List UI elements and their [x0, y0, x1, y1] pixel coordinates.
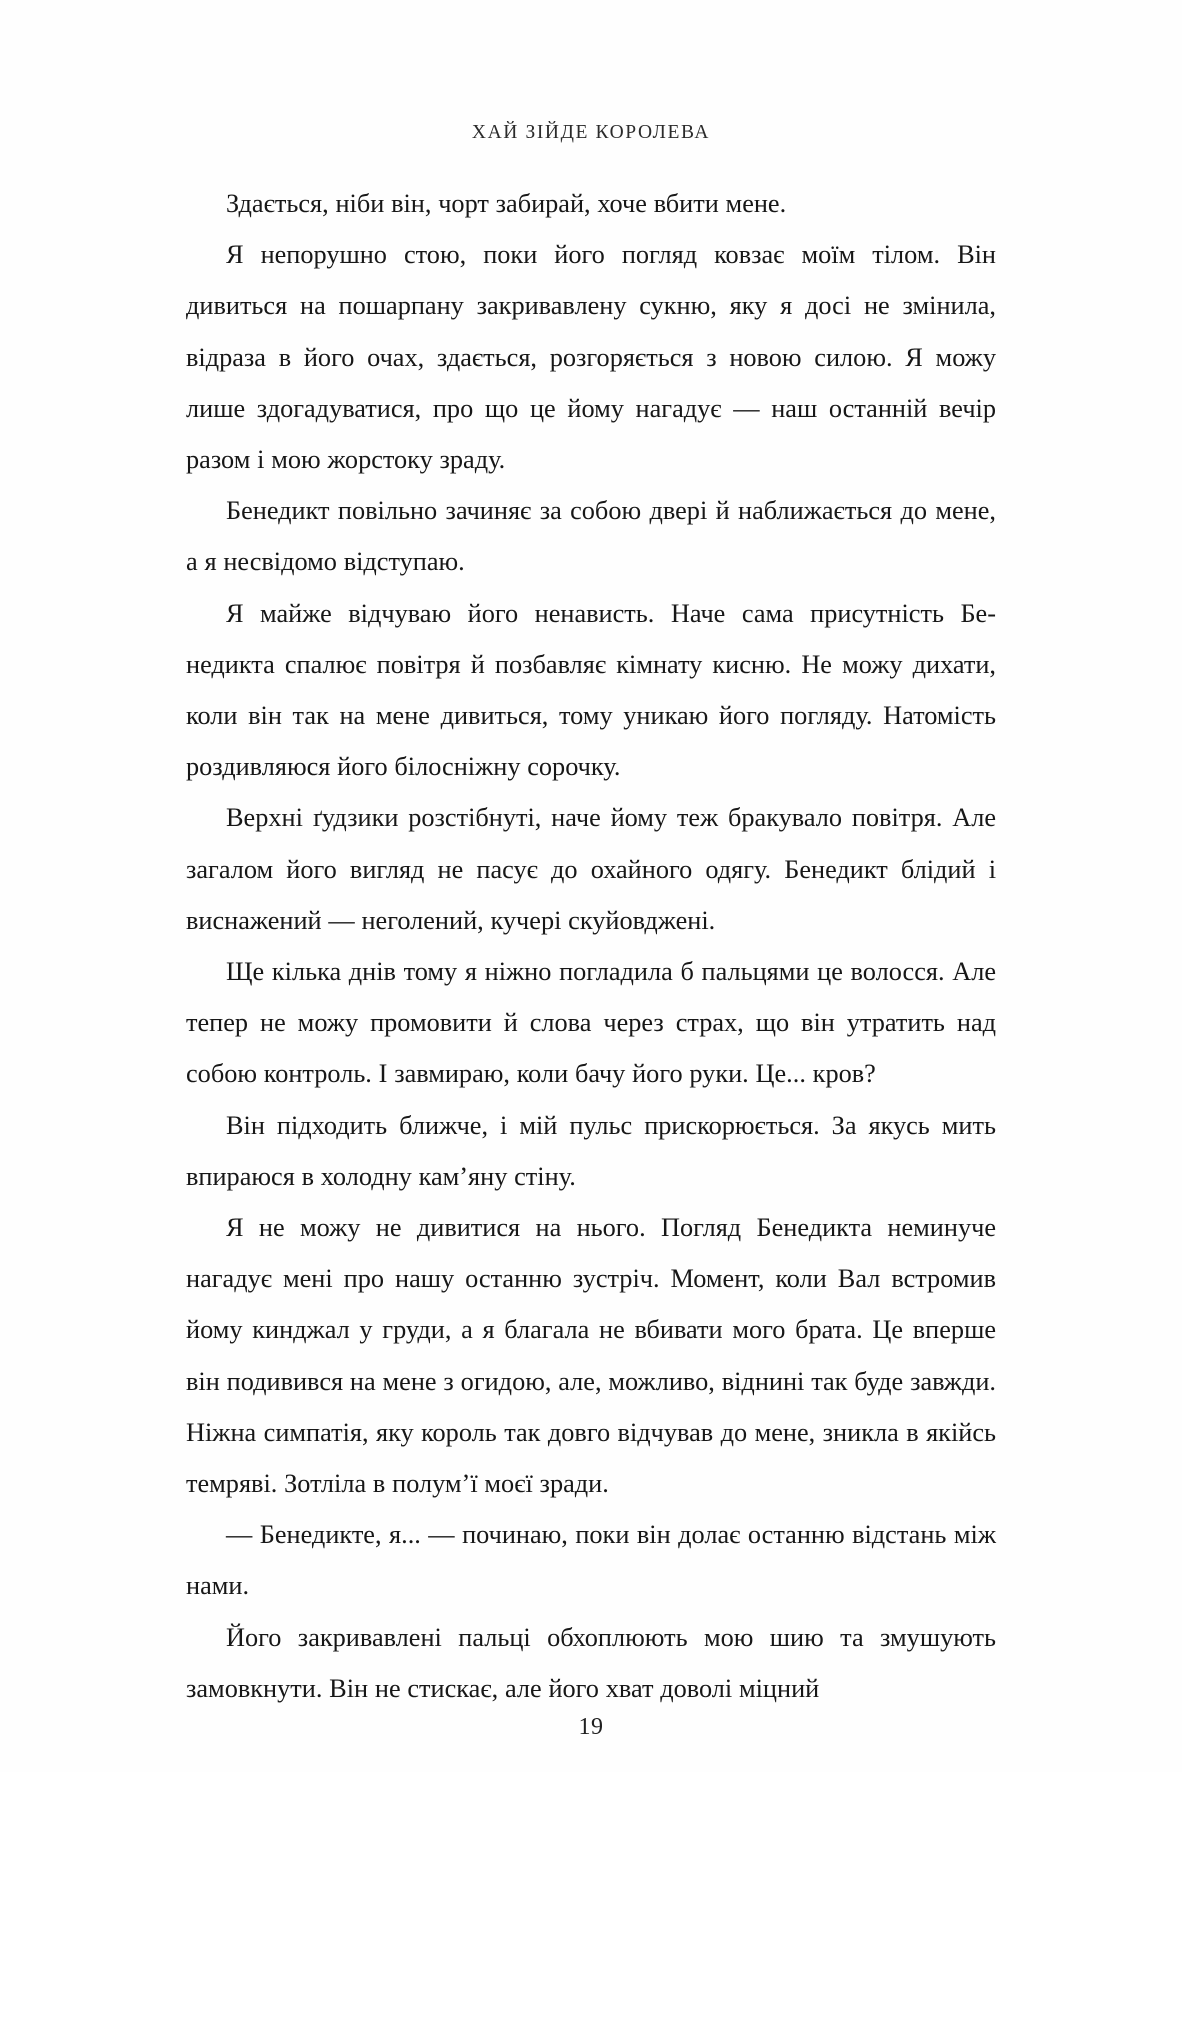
body-text [186, 144, 996, 1714]
paragraph: Я непорушно стою, поки його погляд ковзає моїм тілом. Він дивиться на пошарпану закривавлену сукню, яку я досі не змінила, відраза в його очах, здається, розгоряється з новою силою. Я можу лише здогадуватися, про що це йому нагадує — наш останній вечір разом і мою жорстоку зраду. [186, 240, 996, 475]
paragraph: Бенедикт повільно зачиняє за собою двері й наближається до мене, а я несвідомо відступаю. [186, 496, 996, 577]
paragraph: Ще кілька днів тому я ніжно погладила б пальцями це волосся. Але тепер не можу промовити й слова через страх, що він утратить над собою контроль. І завмираю, коли бачу його руки. Це... кров? [186, 957, 996, 1089]
paragraph: Його закривавлені пальці обхоплюють мою шию та змушують замовкнути. Він не стискає, але його хват доволі міцний [186, 1622, 996, 1703]
paragraph: Я не можу не дивитися на нього. Погляд Бенедикта неминуче нагадує мені про нашу останню зустріч. Момент, коли Вал встромив йому кинджал у груди, а я благала не вбивати мого брата. Це вперше він подивився на мене з огидою, але, можливо, віднині так буде завжди. Ніжна симпатія, яку король так довго відчував до мене, зникла в якійсь темряві. Зотліла в полум’ї моєї зради. [186, 1213, 996, 1499]
paragraph: Здається, ніби він, чорт забирай, хоче вбити мене. [226, 189, 787, 218]
running-head: ХАЙ ЗІЙДЕ КОРОЛЕВА [471, 122, 711, 143]
paragraph: Верхні ґудзики розстібнуті, наче йому теж бракувало повітря. Але загалом його вигляд не пасує до охайного одягу. Бенедикт блідий і виснажений — неголений, кучері скуйовджені. [186, 803, 996, 935]
paragraph: — Бенедикте, я... — починаю, поки він долає останню відстань між нами. [186, 1520, 996, 1601]
paragraph: Я майже відчуваю його ненависть. Наче сама присутність Бенедикта спалює повітря й позбавляє кімнату кисню. Не можу дихати, коли він так на мене дивиться, тому уникаю його погляду. Натомість роздивляюся його білосніжну сорочку. [186, 598, 996, 782]
paragraph: Він підходить ближче, і мій пульс прискорюється. За якусь мить впираюся в холодну кам’яну стіну. [186, 1110, 996, 1191]
folio-container [0, 1714, 1182, 2027]
page-number: 19 [578, 1714, 604, 1741]
